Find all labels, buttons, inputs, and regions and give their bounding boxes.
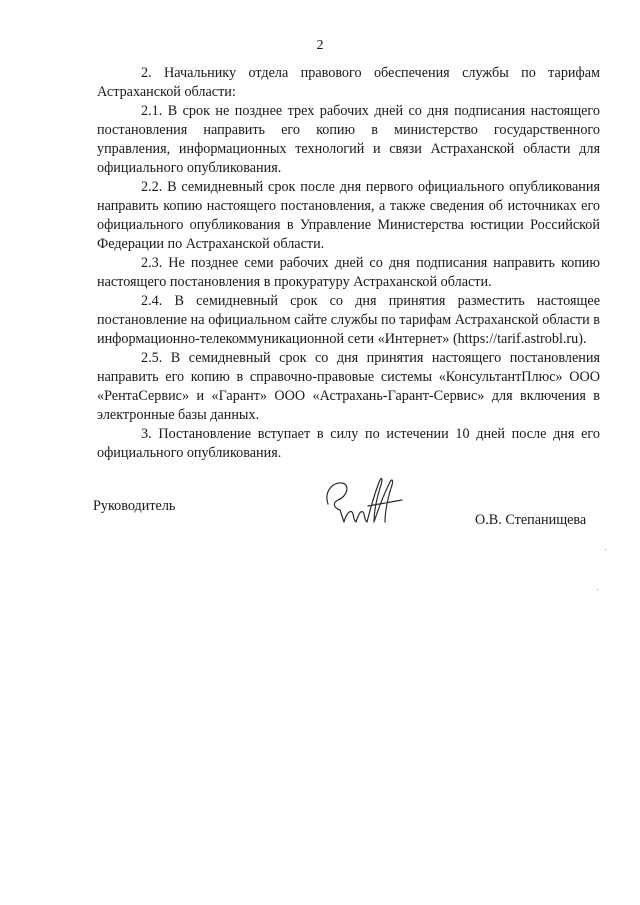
clause-2-4: 2.4. В семидневный срок со дня принятия разместить настоящее постановление на официальном сайте службы по тарифам Астраханской области в информационно-телекоммуникационной сети «Интернет» (https://tarif.astrobl.ru).: [97, 293, 600, 347]
page-number: 2: [316, 38, 324, 53]
signer-name: О.В. Степанищева: [475, 512, 587, 528]
clause-2-5: 2.5. В семидневный срок со дня принятия настоящего постановления направить его копию в справочно-правовые системы «КонсультантПлюс» ООО «РентаСервис» и «Гарант» ООО «Астрахань-Гарант-Сервис» для включения в электронные базы данных.: [97, 350, 600, 423]
scan-speck: [605, 549, 606, 550]
clause-2-3: 2.3. Не позднее семи рабочих дней со дня подписания направить копию настоящего постановления в прокуратуру Астраханской области.: [97, 255, 600, 290]
clause-2: 2. Начальнику отдела правового обеспечения службы по тарифам Астраханской области:: [97, 65, 600, 100]
scan-speck: [597, 589, 598, 590]
clause-2-1: 2.1. В срок не позднее трех рабочих дней со дня подписания настоящего постановления направить его копию в министерство государственного управления, информационных технологий и связи Астраханской области для официального опубликования.: [97, 103, 600, 176]
signer-title: Руководитель: [93, 498, 176, 514]
handwritten-signature: [322, 470, 406, 530]
document-body: [97, 64, 600, 463]
clause-3: 3. Постановление вступает в силу по истечении 10 дней после дня его официального опубликования.: [97, 426, 600, 461]
clause-2-2: 2.2. В семидневный срок после дня первого официального опубликования направить копию настоящего постановления, а также сведения об источниках его официального опубликования в Управление Министерства юстиции Российской Федерации по Астраханской области.: [97, 179, 600, 252]
